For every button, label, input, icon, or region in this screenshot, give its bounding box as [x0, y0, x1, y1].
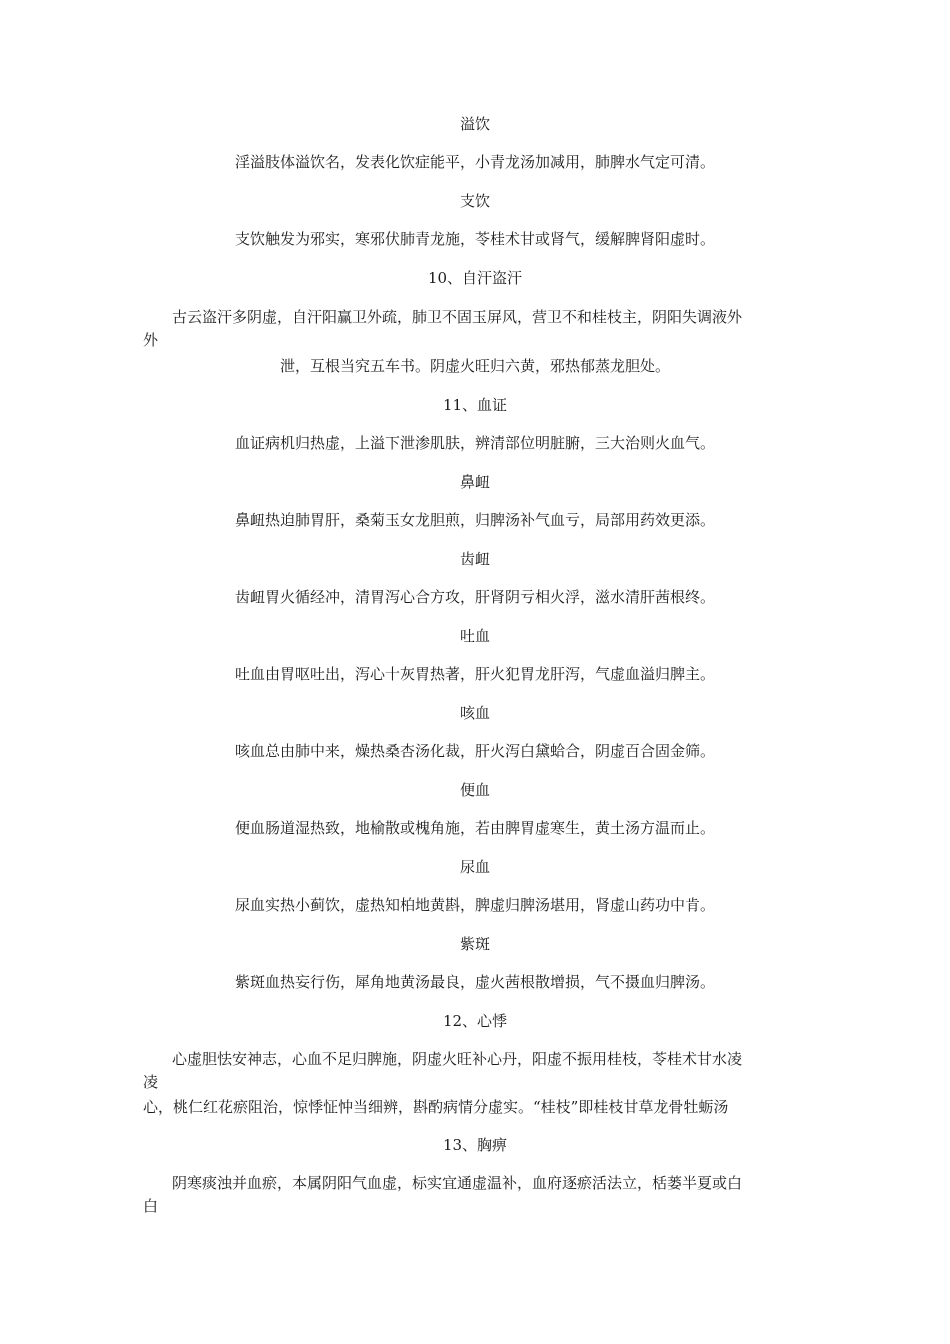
- heading-bianxue: 便血: [459, 781, 490, 799]
- verse-zibing: 紫斑血热妄行伤，犀角地黄汤最良，虚火茜根散增损，气不摄血归脾汤。: [234, 973, 715, 991]
- verse-chinu: 齿衄胃火循经冲，清胃泻心合方攻，肝肾阴亏相火浮，滋水清肝茜根终。: [234, 588, 715, 606]
- verse-zihan-wrap: 外: [143, 331, 159, 349]
- verse-xuezheng: 血证病机归热虚，上溢下泄渗肌肤，辨清部位明脏腑，三大治则火血气。: [234, 434, 715, 452]
- verse-kexue: 咳血总由肺中来，燥热桑杏汤化裁，肝火泻白黛蛤合，阴虚百合固金筛。: [234, 742, 715, 760]
- heading-yiyin: 溢饮: [459, 115, 490, 133]
- verse-xiongbi-wrap: 白: [143, 1197, 159, 1215]
- verse-zhiyin: 支饮触发为邪实，寒邪伏肺青龙施，苓桂术甘或肾气，缓解脾肾阳虚时。: [234, 230, 715, 248]
- verse-zihan-line1: 古云盗汗多阴虚，自汗阳赢卫外疏，肺卫不固玉屏风，营卫不和桂枝主，阴阳失调液外: [172, 308, 743, 326]
- verse-xinji-line1: 心虚胆怯安神志，心血不足归脾施，阴虚火旺补心丹，阳虚不振用桂枝，苓桂术甘水凌: [172, 1050, 743, 1068]
- heading-niaoxue: 尿血: [459, 858, 490, 876]
- heading-chinu: 齿衄: [459, 550, 490, 568]
- verse-xinji-line2: 心，桃仁红花瘀阻治，惊悸怔忡当细辨，斟酌病情分虚实。“桂枝”即桂枝甘草龙骨牡蛎汤: [143, 1098, 729, 1116]
- heading-zhiyin: 支饮: [459, 192, 490, 210]
- verse-xinji-wrap: 凌: [143, 1073, 159, 1091]
- verse-xiongbi-line1: 阴寒痰浊并血瘀，本属阴阳气血虚，标实宜通虚温补，血府逐瘀活法立，栝蒌半夏或白: [172, 1174, 743, 1192]
- heading-zibing: 紫斑: [459, 935, 490, 953]
- section-title-10: 10、自汗盗汗: [427, 269, 523, 287]
- section-title-13: 13、胸痹: [442, 1136, 508, 1154]
- heading-binu: 鼻衄: [459, 473, 490, 491]
- section-title-12: 12、心悸: [442, 1012, 508, 1030]
- verse-binu: 鼻衄热迫肺胃肝，桑菊玉女龙胆煎，归脾汤补气血亏，局部用药效更添。: [234, 511, 715, 529]
- heading-tuxue: 吐血: [459, 627, 490, 645]
- verse-yiyin: 淫溢肢体溢饮名，发表化饮症能平，小青龙汤加减用，肺脾水气定可清。: [234, 153, 715, 171]
- section-title-11: 11、血证: [442, 396, 508, 414]
- verse-bianxue: 便血肠道湿热致，地榆散或槐角施，若由脾胃虚寒生，黄土汤方温而止。: [234, 819, 715, 837]
- verse-niaoxue: 尿血实热小蓟饮，虚热知柏地黄斟，脾虚归脾汤堪用，肾虚山药功中肯。: [234, 896, 715, 914]
- verse-tuxue: 吐血由胃呕吐出，泻心十灰胃热著，肝火犯胃龙肝泻，气虚血溢归脾主。: [234, 665, 715, 683]
- heading-kexue: 咳血: [459, 704, 490, 722]
- verse-zihan-line2: 泄，互根当究五车书。阴虚火旺归六黄，邪热郁蒸龙胆处。: [279, 357, 670, 375]
